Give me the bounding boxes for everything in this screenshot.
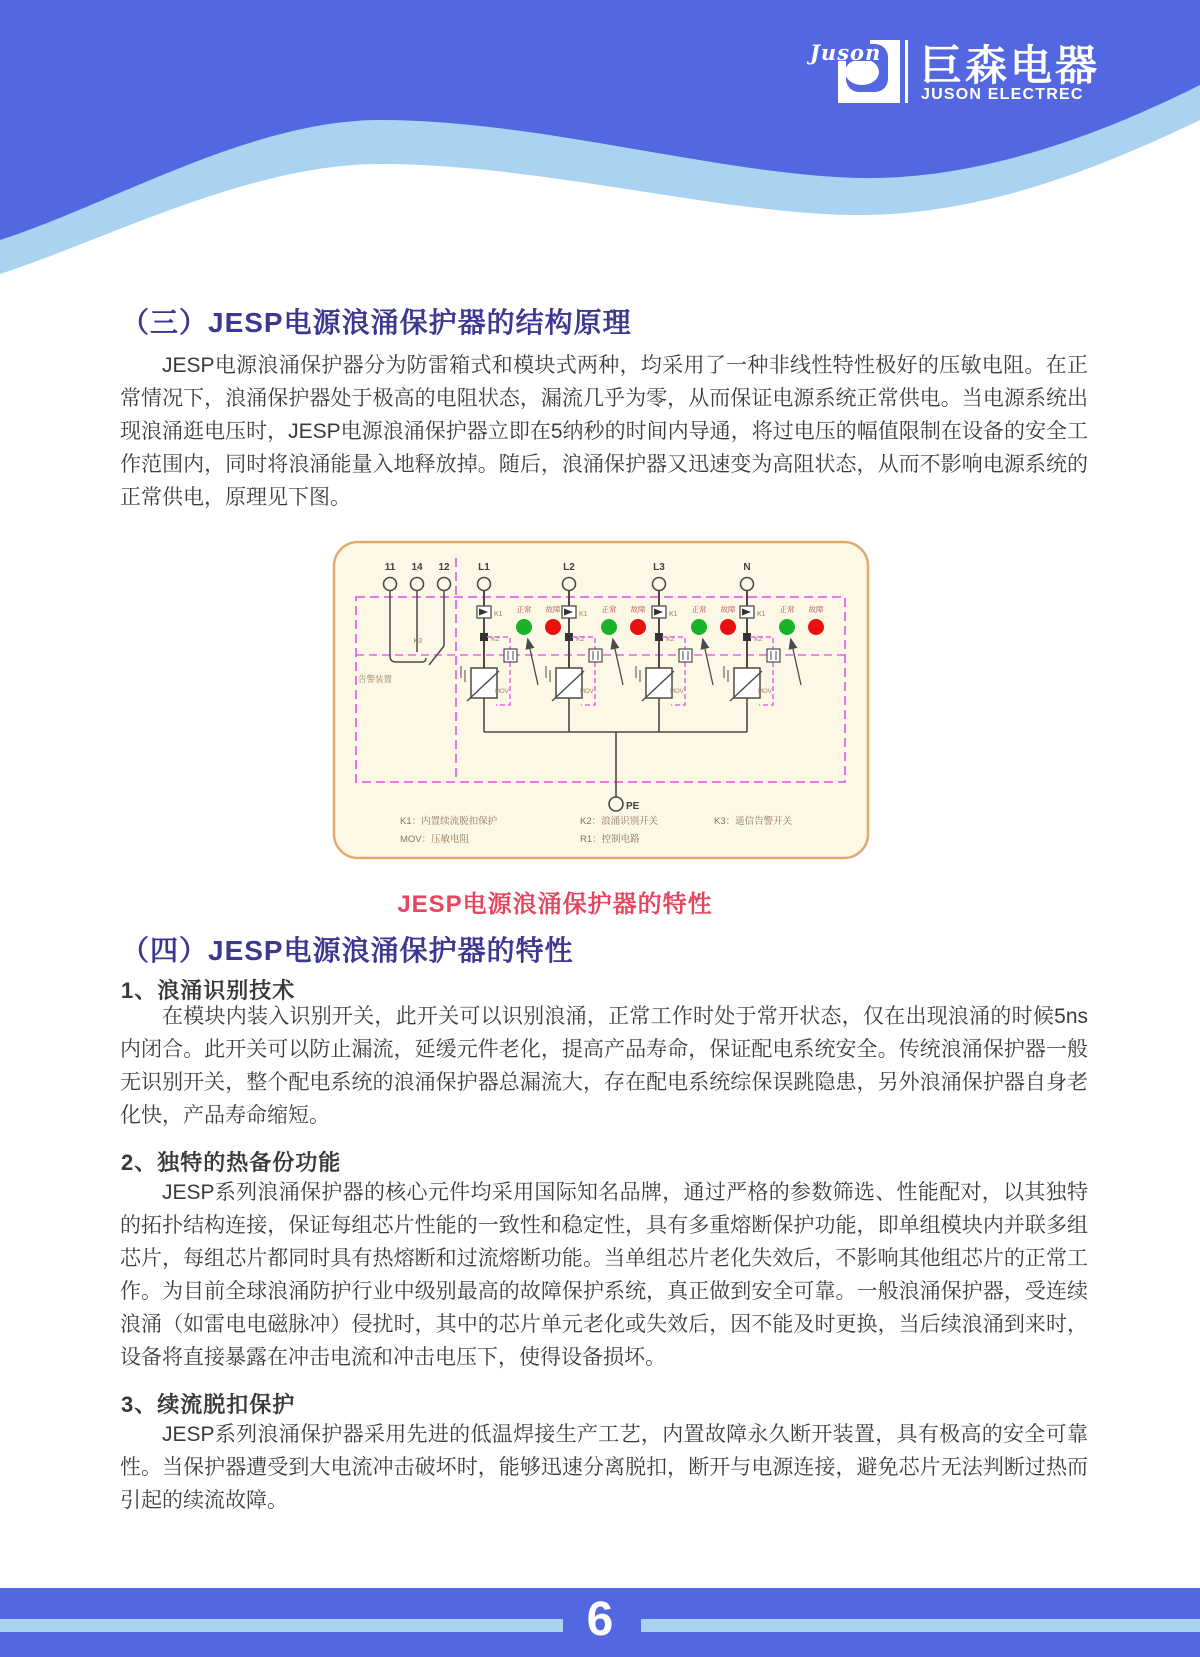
header: [0, 0, 1200, 130]
section3-title: （三）JESP电源浪涌保护器的结构原理: [121, 307, 632, 338]
led-normal-label: 正常: [516, 605, 532, 614]
feature1-heading: 1、浪涌识别技术: [121, 978, 296, 1003]
mov-label: MOV: [495, 689, 509, 695]
feature2-paragraph: JESP系列浪涌保护器的核心元件均采用国际知名品牌，通过严格的参数筛选、性能配对，以其独特的拓扑结构连接，保证每组芯片性能的一致性和稳定性，具有多重熔断保护功能，即单组模块内并联多组芯片，每组芯片都同时具有热熔断和过流熔断功能。当单组芯片老化失效后，不影响其他组芯片的正常工作。为目前全球浪涌防护行业中级别最高的故障保护系统，真正做到安全可靠。一般浪涌保护器，受连续浪涌（如雷电电磁脉冲）侵扰时，其中的芯片单元老化或失效后，因不能及时更换，当后续浪涌到来时，设备将直接暴露在冲击电流和冲击电压下，使得设备损坏。: [120, 1181, 1088, 1369]
logo-script-text: Juson: [810, 40, 882, 65]
k2-label: K2: [666, 636, 675, 643]
terminal-label: 14: [411, 562, 423, 573]
terminal-label: L2: [563, 562, 575, 573]
legend-k1: K1：内置续流脱扣保护: [400, 816, 498, 827]
k1-label: K1: [494, 611, 503, 618]
alarm-device-label: 告警装置: [358, 674, 393, 684]
page-number: 6: [586, 1593, 614, 1646]
surge-protector-schematic: [318, 500, 878, 865]
terminal-label: 11: [384, 562, 396, 573]
legend-mov: MOV：压敏电阻: [400, 834, 470, 845]
terminal-label: L3: [653, 562, 665, 573]
section4-title: （四）JESP电源浪涌保护器的特性: [121, 935, 574, 966]
k1-label: K1: [579, 611, 588, 618]
legend-r1: R1：控制电路: [580, 834, 640, 845]
led-fault-label: 故障: [808, 605, 824, 614]
k2-label: K2: [491, 636, 500, 643]
section3-paragraph: JESP电源浪涌保护器分为防雷箱式和模块式两种，均采用了一种非线性特性极好的压敏电阻。在正常情况下，浪涌保护器处于极高的电阻状态，漏流几乎为零，从而保证电源系统正常供电。当电源系统出现浪涌逛电压时，JESP电源浪涌保护器立即在5纳秒的时间内导通，将过电压的幅值限制在设备的安全工作范围内，同时将浪涌能量入地释放掉。随后，浪涌保护器又迅速变为高阻状态，从而不影响电源系统的正常供电，原理见下图。: [120, 354, 1088, 509]
diagram-caption: JESP电源浪涌保护器的特性: [397, 891, 713, 918]
k2-label: K2: [576, 636, 585, 643]
mov-label: MOV: [580, 689, 594, 695]
k1-label: K1: [757, 611, 766, 618]
terminal-label: L1: [478, 562, 490, 573]
k2-label: K2: [754, 636, 763, 643]
mov-label: MOV: [758, 689, 772, 695]
led-normal-label: 正常: [601, 605, 617, 614]
led-normal-label: 正常: [691, 605, 707, 614]
feature3-paragraph: JESP系列浪涌保护器采用先进的低温焊接生产工艺，内置故障永久断开装置，具有极高的安全可靠性。当保护器遭受到大电流冲击破坏时，能够迅速分离脱扣，断开与电源连接，避免芯片无法判断过热而引起的续流故障。: [120, 1423, 1088, 1512]
k3-label: K3: [413, 638, 422, 645]
led-fault-label: 故障: [630, 605, 646, 614]
logo-separator: [905, 40, 908, 103]
brand-name-cn: 巨森电器: [920, 42, 1101, 89]
legend-k2: K2：浪涌识别开关: [580, 816, 659, 827]
mov-label: MOV: [670, 689, 684, 695]
legend-k3: K3：遥信告警开关: [714, 816, 793, 827]
terminal-label: N: [743, 562, 751, 573]
led-fault-label: 故障: [545, 605, 561, 614]
led-fault-label: 故障: [720, 605, 736, 614]
feature1-paragraph: 在模块内装入识别开关，此开关可以识别浪涌，正常工作时处于常开状态，仅在出现浪涌的时候5ns内闭合。此开关可以防止漏流，延缓元件老化，提高产品寿命，保证配电系统安全。传统浪涌保护器一般无识别开关，整个配电系统的浪涌保护器总漏流大，存在配电系统综保误跳隐患，另外浪涌保护器自身老化快，产品寿命缩短。: [120, 1005, 1088, 1127]
k1-label: K1: [669, 611, 678, 618]
pe-label: PE: [626, 801, 640, 812]
pe-terminal: [609, 797, 623, 811]
feature3-heading: 3、续流脱扣保护: [121, 1392, 296, 1417]
feature2-heading: 2、独特的热备份功能: [121, 1150, 342, 1175]
terminal-label: 12: [438, 562, 450, 573]
led-normal-label: 正常: [779, 605, 795, 614]
brand-name-en: JUSON ELECTREC: [921, 86, 1084, 103]
